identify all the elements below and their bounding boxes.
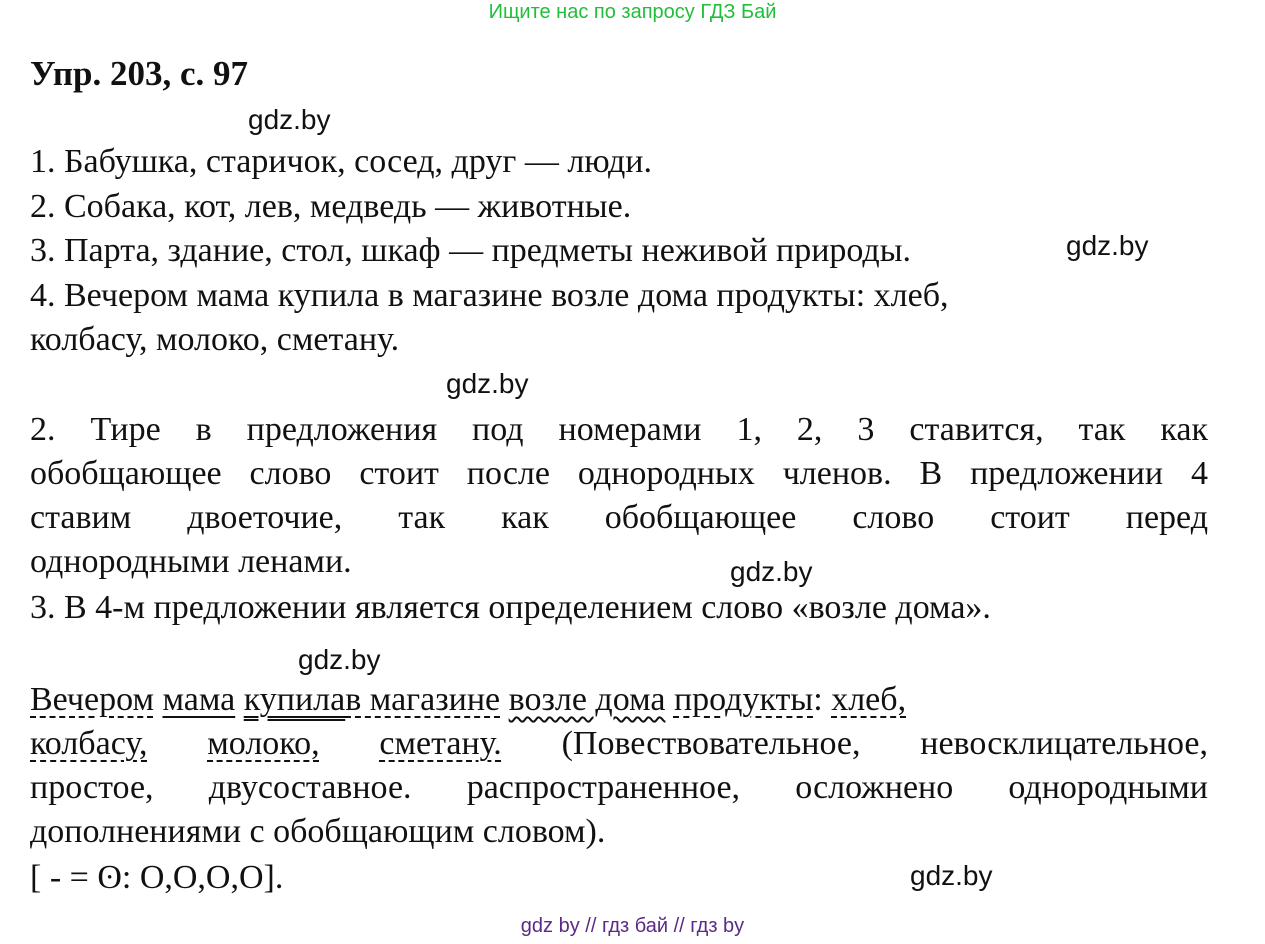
exercise-title: Упр. 203, с. 97 <box>30 54 248 93</box>
answer-line-3: 3. Парта, здание, стол, шкаф — предметы неживой природы. <box>30 232 912 269</box>
answer-line-1: 1. Бабушка, старичок, сосед, друг — люди. <box>30 143 652 180</box>
subject-word: мама <box>162 681 236 718</box>
explanation-line: однородными ленами. <box>30 543 352 580</box>
colon: : <box>813 681 823 718</box>
sentence-characteristics: (Повествовательное, невосклицательное, <box>561 725 1209 762</box>
watermark: gdz.by <box>248 104 331 135</box>
object-word: сметану. <box>379 725 502 762</box>
object-word: молоко, <box>207 725 320 762</box>
watermark: gdz.by <box>910 860 993 891</box>
parsed-sentence-line-3: простое, двусоставное. распространенное, осложнено однородными <box>30 769 1208 806</box>
watermark: gdz.by <box>446 368 529 399</box>
attribute-word: возле дома <box>508 681 666 718</box>
answer-line-2: 2. Собака, кот, лев, медведь — животные. <box>30 188 632 225</box>
explanation-line: обобщающее слово стоит после однородных членов. В предложении 4 <box>30 455 1208 492</box>
definition-line: 3. В 4-м предложении является определением слово «возле дома». <box>30 589 991 626</box>
sentence-scheme: [ - = ʘ: O,O,O,O]. <box>30 859 284 896</box>
watermark: gdz.by <box>298 644 381 675</box>
object-word: хлеб, <box>831 681 907 718</box>
object-word: колбасу, <box>30 725 148 762</box>
watermark: gdz.by <box>730 556 813 587</box>
predicate-word: купила <box>243 681 346 718</box>
explanation-line: 2. Тире в предложения под номерами 1, 2, 3 ставится, так как <box>30 411 1208 448</box>
explanation-line: ставим двоеточие, так как обобщающее слово стоит перед <box>30 499 1208 536</box>
parsed-sentence-line-2 <box>30 722 1208 766</box>
answer-line-4: 4. Вечером мама купила в магазине возле дома продукты: хлеб, <box>30 277 949 314</box>
top-banner: Ищите нас по запросу ГДЗ Бай <box>488 1 777 23</box>
adverbial-word: Вечером <box>30 681 154 718</box>
object-word: в магазине <box>345 681 501 718</box>
explanation-paragraph <box>30 408 1208 584</box>
parsed-sentence-line-4: дополнениями с обобщающим словом). <box>30 813 606 850</box>
watermark: gdz.by <box>1066 230 1149 261</box>
answer-line-5: колбасу, молоко, сметану. <box>30 321 400 358</box>
footer: gdz by // гдз бай // гдз by <box>520 915 745 937</box>
object-word: продукты <box>673 681 814 718</box>
parsed-sentence-line-1 <box>30 678 906 722</box>
